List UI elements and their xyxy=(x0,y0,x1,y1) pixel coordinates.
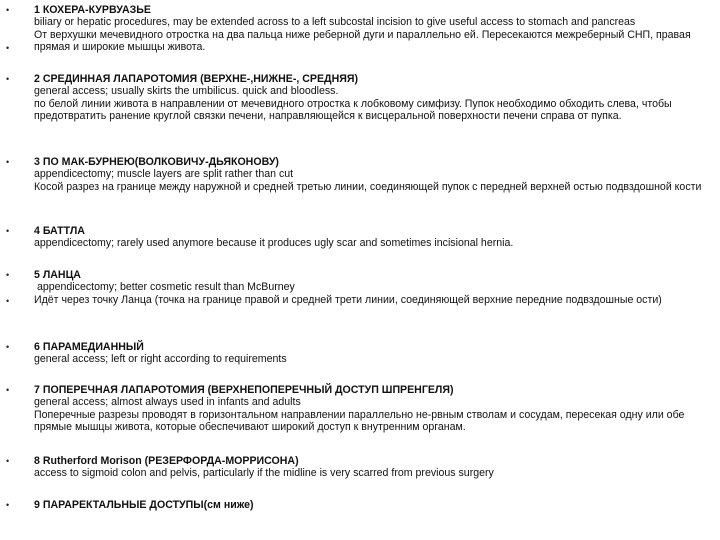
bullet: • xyxy=(6,5,10,15)
list-item xyxy=(34,73,714,122)
bullet: • xyxy=(6,74,10,84)
list-item xyxy=(34,156,714,193)
bullet: • xyxy=(6,43,10,53)
bullet: • xyxy=(6,385,10,395)
item-line: От верхушки мечевидного отростка на два пальца ниже реберной дуги и параллельно ей. Пересекаются межреберный СНП, правая прямая и широкие мышцы живота. xyxy=(34,28,691,53)
bullet: • xyxy=(6,157,10,167)
list-item xyxy=(34,225,714,250)
list-item xyxy=(34,455,714,480)
bullet: • xyxy=(6,342,10,352)
item-title: 5 ЛАНЦА xyxy=(34,269,81,281)
list-item xyxy=(34,499,714,511)
item-line: appendicectomy; muscle layers are split rather than cut xyxy=(34,168,294,181)
item-line: Идёт через точку Ланца (точка на границе правой и средней трети линии, соединяющей верхние передние подвздошные ости) xyxy=(34,293,662,306)
bullet: • xyxy=(6,500,10,510)
item-title: 7 ПОПЕРЕЧНАЯ ЛАПАРОТОМИЯ (ВЕРХНЕПОПЕРЕЧНЫЙ ДОСТУП ШПРЕНГЕЛЯ) xyxy=(34,384,454,396)
item-line: appendicectomy; rarely used anymore because it produces ugly scar and sometimes incisional hernia. xyxy=(34,237,514,250)
item-title: 8 Rutherford Morison (РЕЗЕРФОРДА-МОРРИСОНА) xyxy=(34,455,299,467)
item-title: 1 КОХЕРА-КУРВУАЗЬЕ xyxy=(34,4,151,16)
bullet: • xyxy=(6,270,10,280)
list-item xyxy=(34,269,714,306)
item-title: 6 ПАРАМЕДИАННЫЙ xyxy=(34,341,144,353)
item-line: access to sigmoid colon and pelvis, particularly if the midline is very scarred from previous surgery xyxy=(34,467,494,480)
bullet: • xyxy=(6,456,10,466)
item-line: general access; left or right according to requirements xyxy=(34,353,287,366)
list-item xyxy=(34,4,714,53)
item-title: 3 ПО МАК-БУРНЕЮ(ВОЛКОВИЧУ-ДЬЯКОНОВУ) xyxy=(34,156,279,168)
bullet: • xyxy=(6,226,10,236)
item-title: 9 ПАРАРЕКТАЛЬНЫЕ ДОСТУПЫ(см ниже) xyxy=(34,499,254,511)
item-line: biliary or hepatic procedures, may be extended across to a left subcostal incision to give useful access to stomach and pancreas xyxy=(34,16,636,29)
list-item xyxy=(34,384,714,433)
item-line: appendicectomy; better cosmetic result than McBurney xyxy=(34,281,295,294)
item-line: Косой разрез на границе между наружной и средней третью линии, соединяющей пупок с передней верхней остью подвздошной кости xyxy=(34,180,702,193)
item-title: 2 СРЕДИННАЯ ЛАПАРОТОМИЯ (ВЕРХНЕ-,НИЖНЕ-, СРЕДНЯЯ) xyxy=(34,73,358,85)
bullet: • xyxy=(6,296,10,306)
item-line: по белой линии живота в направлении от мечевидного отростка к лобковому симфизу. Пупок необходимо обходить слева, чтобы предотвратить ранение круглой связки печени, направляющейся к висцеральной поверхности печени справа от пупка. xyxy=(34,97,672,122)
item-line: general access; almost always used in infants and adults xyxy=(34,396,301,409)
item-line: general access; usually skirts the umbilicus. quick and bloodless. xyxy=(34,85,339,98)
item-title: 4 БАТТЛА xyxy=(34,225,85,237)
item-line: Поперечные разрезы проводят в горизонтальном направлении параллельно не-рвным стволам и сосудам, пересекая одну или обе прямые мышцы живота, которые обеспечивают широкий доступ к внутренним органам. xyxy=(34,408,685,433)
list-item xyxy=(34,341,714,366)
